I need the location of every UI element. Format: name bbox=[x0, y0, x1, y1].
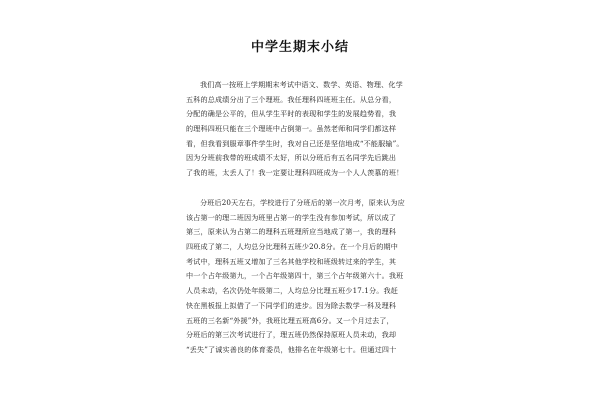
paragraph-line: 四班成了第二，人均总分比理科五班少20.8分。在一个月后的期中 bbox=[186, 242, 398, 252]
paragraph-line: 考试中，理科五班又增加了三名其他学校和班级转过来的学生，其 bbox=[186, 256, 397, 266]
paragraph-line: 第三，原来认为占第二的理科五班理所应当地成了第一，我的理科 bbox=[186, 227, 397, 237]
paragraph-line: 中一个占年级第九，一个占年级第四十，第三个占年级第六十。我班 bbox=[186, 271, 404, 281]
paragraph-line: 分班后的第三次考试进行了，理五班仍然保持原班人员未动，我却 bbox=[186, 330, 397, 340]
paragraph-line: 的理科四班只能在三个理班中占倒第一。虽然老师和同学们都这样 bbox=[186, 124, 397, 134]
paragraph-line: 了我的班，太丢人了！我一定要让理科四班成为一个人人羡慕的班！ bbox=[186, 168, 404, 178]
paragraph-line: 该占第一的理二班因为班里占第一的学生没有参加考试，所以成了 bbox=[186, 212, 397, 222]
paragraph-line: 五科的总成绩分出了三个理班。我任理科四班班主任。从总分看， bbox=[186, 94, 397, 104]
paragraph-line: “丢失”了诚实善良的体育委员，他排名在年级第七十。但通过四十 bbox=[186, 344, 397, 354]
paragraph-line: 人员未动，名次仍处年级第二，人均总分比理五班少17.1分。我赶 bbox=[186, 286, 398, 296]
paragraph-line: 看，但我看到服章事件学生时，我对自己还是坚信地成“不能服输”。 bbox=[186, 138, 404, 148]
paragraph-line: 五班的三名新“外援”外，我班比理五班高6分。又一个月过去了， bbox=[186, 315, 394, 325]
paragraph-line: 分配的确是公平的，但从学生平时的表现和学生的发展趋势看，我 bbox=[186, 109, 397, 119]
paragraph-line: 我们高一按班上学期期末考试中语文、数学、英语、物理、化学 bbox=[200, 80, 403, 89]
paragraph-line: 快在黑板报上拟借了一下同学们的进步。因为除去数学一科及理科 bbox=[186, 300, 397, 310]
paragraph-line: 因为分班前我带的班成绩不太好，所以分班后有五名同学先后跳出 bbox=[186, 153, 397, 163]
paragraph-1 bbox=[186, 78, 418, 181]
document-title: 中学生期末小结 bbox=[250, 40, 349, 55]
paragraph-2 bbox=[186, 196, 418, 358]
paragraph-line: 分班后20天左右，学校进行了分班后的第一次月考，原来认为应 bbox=[200, 198, 405, 207]
